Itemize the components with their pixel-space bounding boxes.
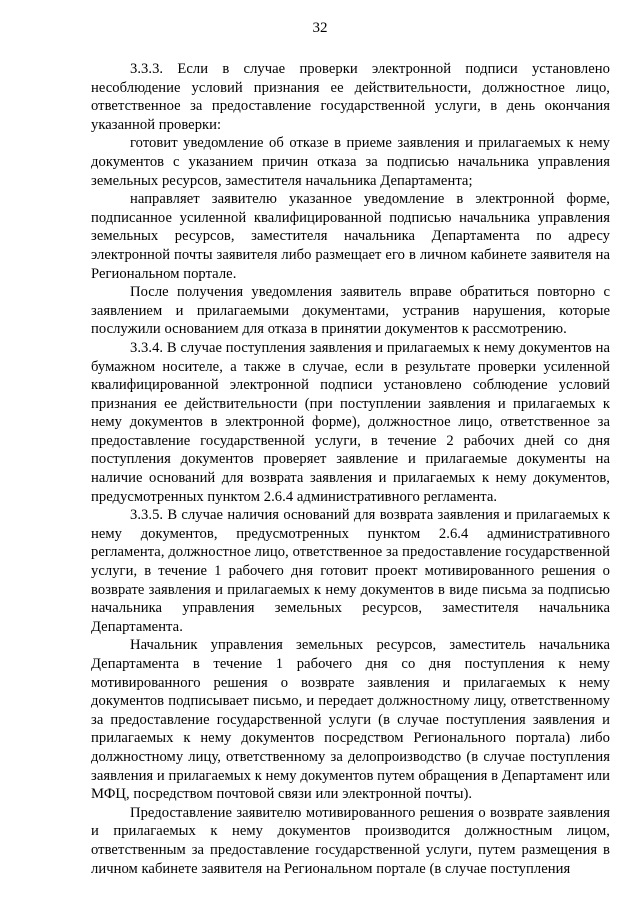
paragraph-provision: Предоставление заявителю мотивированного решения о возврате заявления и прилагаемых к нему документов производится должностным лицом, ответственным за предоставление государственной услуги, путем размещения в личном кабинете заявителя на Региональном портале (в случае поступления [91,804,610,877]
document-body [91,60,610,878]
paragraph-3-3-5: 3.3.5. В случае наличия оснований для возврата заявления и прилагаемых к нему документов, предусмотренных пунктом 2.6.4 административного регламента, должностное лицо, ответственное за предоставление государственной услуги, в течение 1 рабочего дня готовит проект мотивированного решения о возврате заявления и прилагаемых к нему документов в виде письма за подписью начальника управления земельных ресурсов, заместителя начальника Департамента. [91,507,610,635]
paragraph-3-3-4: 3.3.4. В случае поступления заявления и прилагаемых к нему документов на бумажном носителе, а также в случае, если в результате проверки усиленной квалифицированной электронной подписи установлено соблюдение условий признания ее действительности (при поступлении заявления и прилагаемых к нему документов в электронной форме), должностное лицо, ответственное за предоставление государственной услуги, в течение 2 рабочих дней со дня поступления документов проверяет заявление и прилагаемые документы на наличие оснований для возврата заявления и прилагаемых к нему документов, предусмотренных пунктом 2.6.4 административного регламента. [91,339,610,505]
paragraph-send-notice: направляет заявителю указанное уведомление в электронной форме, подписанное усиленной квалифицированной подписью начальника управления земельных ресурсов, заместителя начальника Департамента по адресу электронной почты заявителя либо размещает его в личном кабинете заявителя на Региональном портале. [91,191,610,282]
paragraph-head-signs: Начальник управления земельных ресурсов, заместитель начальника Департамента в течение 1 рабочего дня со дня поступления к нему мотивированного решения о возврате заявления и прилагаемых к нему документов подписывает письмо, и передает должностному лицу, ответственному за предоставление государственной услуги (в случае поступления заявления и прилагаемых к нему документов посредством Регионального портала) либо должностному лицу, ответственному за делопроизводство (в случае поступления заявления и прилагаемых к нему документов путем обращения в Департамент или МФЦ, посредством почтовой связи или электронной почты). [91,637,610,803]
page-number: 32 [312,20,328,36]
paragraph-reapply: После получения уведомления заявитель вправе обратиться повторно с заявлением и прилагаемыми документами, устранив нарушения, которые послужили основанием для отказа в принятии документов к рассмотрению. [91,284,610,338]
paragraph-prepare-notice: готовит уведомление об отказе в приеме заявления и прилагаемых к нему документов с указанием причин отказа за подписью начальника управления земельных ресурсов, заместителя начальника Департамента; [91,135,610,189]
paragraph-3-3-3: 3.3.3. Если в случае проверки электронной подписи установлено несоблюдение условий признания ее действительности, должностное лицо, ответственное за предоставление государственной услуги, в день окончания указанной проверки: [91,61,610,133]
